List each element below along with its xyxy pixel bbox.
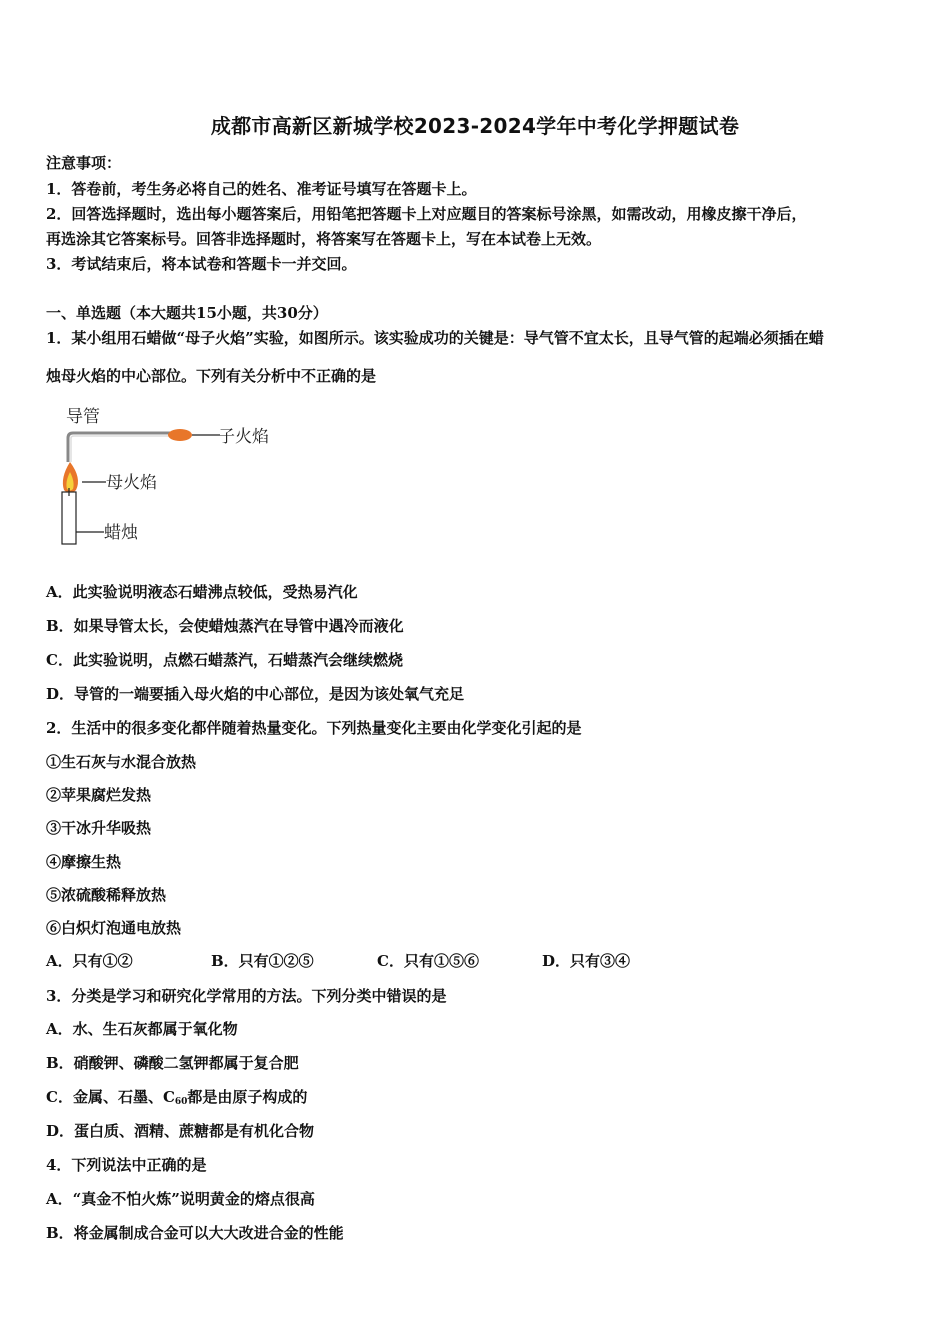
q3-option-a: A．水、生石灰都属于氧化物 [46, 1020, 238, 1038]
q2-item: ⑤浓硫酸稀释放热 [46, 886, 167, 904]
notice-item: 3．考试结束后，将本试卷和答题卡一并交回。 [46, 255, 357, 273]
q2-item: ⑥白炽灯泡通电放热 [46, 919, 182, 937]
notice-item: 1．答卷前，考生务必将自己的姓名、准考证号填写在答题卡上。 [46, 180, 477, 198]
tube-outer [68, 433, 170, 462]
q4-option-b: B．将金属制成合金可以大大改进合金的性能 [46, 1224, 344, 1242]
q3-option-c-suffix: 都是由原子构成的 [187, 1088, 308, 1106]
q4-option-a: A．“真金不怕火炼”说明黄金的熔点很高 [46, 1190, 315, 1208]
q2-option-a: A．只有①② [46, 952, 133, 970]
q2-stem: 2．生活中的很多变化都伴随着热量变化。下列热量变化主要由化学变化引起的是 [46, 719, 582, 737]
q3-option-c-prefix: C．金属、石墨、C [46, 1088, 175, 1106]
page-title: 成都市高新区新城学校2023-2024学年中考化学押题试卷 [210, 114, 740, 138]
tube-inner [71, 436, 170, 462]
label-mother-flame: 母火焰 [106, 473, 157, 493]
q1-option-b: B．如果导管太长，会使蜡烛蒸汽在导管中遇冷而液化 [46, 617, 404, 635]
q3-stem: 3．分类是学习和研究化学常用的方法。下列分类中错误的是 [46, 987, 447, 1005]
label-child-flame: 子火焰 [218, 427, 269, 447]
q3-option-c-subscript: 60 [174, 1097, 188, 1107]
section-heading: 一、单选题（本大题共15小题，共30分） [46, 304, 328, 322]
q2-option-c: C．只有①⑤⑥ [377, 952, 479, 970]
notice-item: 再选涂其它答案标号。回答非选择题时，将答案写在答题卡上，写在本试卷上无效。 [46, 230, 602, 248]
label-candle: 蜡烛 [104, 523, 138, 543]
q2-item: ②苹果腐烂发热 [46, 786, 152, 804]
q1-option-a: A．此实验说明液态石蜡沸点较低，受热易汽化 [46, 583, 358, 601]
q3-option-b: B．硝酸钾、磷酸二氢钾都属于复合肥 [46, 1054, 299, 1072]
q2-option-d: D．只有③④ [542, 952, 631, 970]
q3-option-c [46, 1086, 307, 1107]
q1-option-d: D．导管的一端要插入母火焰的中心部位，是因为该处氧气充足 [46, 685, 465, 703]
q4-stem: 4．下列说法中正确的是 [46, 1156, 207, 1174]
q1-stem-line2: 烛母火焰的中心部位。下列有关分析中不正确的是 [46, 367, 377, 385]
notice-heading: 注意事项： [46, 154, 122, 172]
notice-item: 2．回答选择题时，选出每小题答案后，用铅笔把答题卡上对应题目的答案标号涂黑，如需改动，用橡皮擦干净后， [46, 205, 807, 223]
q1-option-c: C．此实验说明，点燃石蜡蒸汽，石蜡蒸汽会继续燃烧 [46, 651, 403, 669]
q3-option-d: D．蛋白质、酒精、蔗糖都是有机化合物 [46, 1122, 315, 1140]
candle-figure [50, 400, 290, 550]
q2-item: ④摩擦生热 [46, 853, 122, 871]
q2-item: ①生石灰与水混合放热 [46, 753, 197, 771]
q2-option-b: B．只有①②⑤ [211, 952, 314, 970]
q1-stem-line1: 1．某小组用石蜡做“母子火焰”实验，如图所示。该实验成功的关键是：导气管不宜太长，且导气管的起端必须插在蜡 [46, 329, 824, 347]
candle-body [62, 492, 76, 544]
q2-item: ③干冰升华吸热 [46, 819, 152, 837]
label-tube: 导管 [66, 407, 100, 427]
child-flame [168, 429, 192, 441]
